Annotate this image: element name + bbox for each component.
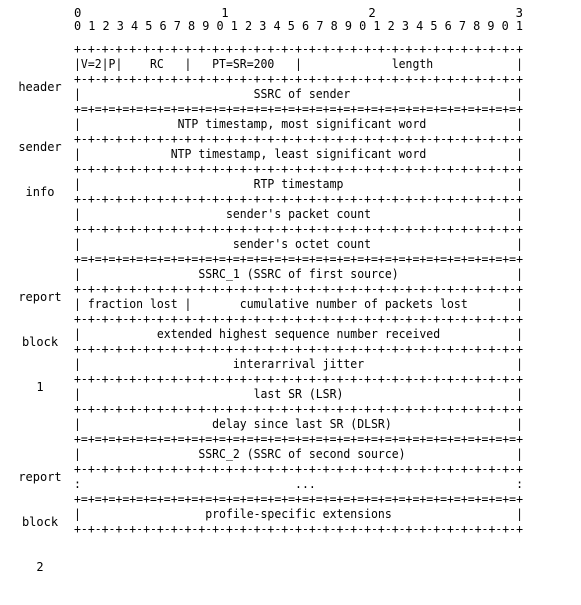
bit-ruler-tens: 0 1 2 3	[74, 6, 523, 20]
row-separator: +-+-+-+-+-+-+-+-+-+-+-+-+-+-+-+-+-+-+-+-+-+-+-+-+-+-+-+-+-+-+-+-+	[74, 372, 523, 386]
packet-field-row: | fraction lost | cumulative number of packets lost |	[74, 297, 523, 311]
row-separator: +-+-+-+-+-+-+-+-+-+-+-+-+-+-+-+-+-+-+-+-+-+-+-+-+-+-+-+-+-+-+-+-+	[74, 462, 523, 476]
packet-field-row: | RTP timestamp |	[74, 177, 523, 191]
bit-ruler-units: 0 1 2 3 4 5 6 7 8 9 0 1 2 3 4 5 6 7 8 9 0 1 2 3 4 5 6 7 8 9 0 1	[74, 19, 523, 33]
row-separator: +-+-+-+-+-+-+-+-+-+-+-+-+-+-+-+-+-+-+-+-+-+-+-+-+-+-+-+-+-+-+-+-+	[74, 162, 523, 176]
row-separator: +-+-+-+-+-+-+-+-+-+-+-+-+-+-+-+-+-+-+-+-+-+-+-+-+-+-+-+-+-+-+-+-+	[74, 342, 523, 356]
packet-field-row: | interarrival jitter |	[74, 357, 523, 371]
row-separator: +-+-+-+-+-+-+-+-+-+-+-+-+-+-+-+-+-+-+-+-+-+-+-+-+-+-+-+-+-+-+-+-+	[74, 522, 523, 536]
section-label-report-block-2	[0, 440, 80, 605]
row-separator: +=+=+=+=+=+=+=+=+=+=+=+=+=+=+=+=+=+=+=+=+=+=+=+=+=+=+=+=+=+=+=+=+	[74, 492, 523, 506]
row-separator: +=+=+=+=+=+=+=+=+=+=+=+=+=+=+=+=+=+=+=+=+=+=+=+=+=+=+=+=+=+=+=+=+	[74, 102, 523, 116]
row-separator: +=+=+=+=+=+=+=+=+=+=+=+=+=+=+=+=+=+=+=+=+=+=+=+=+=+=+=+=+=+=+=+=+	[74, 252, 523, 266]
row-separator: +-+-+-+-+-+-+-+-+-+-+-+-+-+-+-+-+-+-+-+-+-+-+-+-+-+-+-+-+-+-+-+-+	[74, 42, 523, 56]
row-separator: +-+-+-+-+-+-+-+-+-+-+-+-+-+-+-+-+-+-+-+-+-+-+-+-+-+-+-+-+-+-+-+-+	[74, 282, 523, 296]
packet-field-row: | sender's octet count |	[74, 237, 523, 251]
section-label-line: block	[21, 335, 59, 349]
packet-field-row: | NTP timestamp, least significant word |	[74, 147, 523, 161]
packet-field-row: | last SR (LSR) |	[74, 387, 523, 401]
section-label-line: info	[25, 185, 55, 199]
packet-field-row: |V=2|P| RC | PT=SR=200 | length |	[74, 57, 523, 71]
row-separator: +-+-+-+-+-+-+-+-+-+-+-+-+-+-+-+-+-+-+-+-+-+-+-+-+-+-+-+-+-+-+-+-+	[74, 72, 523, 86]
section-label-line: header	[18, 80, 62, 94]
section-label-report-block-1	[0, 260, 80, 425]
packet-field-row: | SSRC of sender |	[74, 87, 523, 101]
section-label-line: report	[18, 470, 62, 484]
packet-field-row: : ... :	[74, 477, 523, 491]
section-label-line: report	[18, 290, 62, 304]
row-separator: +-+-+-+-+-+-+-+-+-+-+-+-+-+-+-+-+-+-+-+-+-+-+-+-+-+-+-+-+-+-+-+-+	[74, 402, 523, 416]
row-separator: +=+=+=+=+=+=+=+=+=+=+=+=+=+=+=+=+=+=+=+=+=+=+=+=+=+=+=+=+=+=+=+=+	[74, 432, 523, 446]
section-label-line: sender	[18, 140, 62, 154]
row-separator: +-+-+-+-+-+-+-+-+-+-+-+-+-+-+-+-+-+-+-+-+-+-+-+-+-+-+-+-+-+-+-+-+	[74, 192, 523, 206]
packet-field-row: | delay since last SR (DLSR) |	[74, 417, 523, 431]
section-label-line: 1	[36, 380, 44, 394]
packet-field-row: | extended highest sequence number received |	[74, 327, 523, 341]
packet-field-row: | SSRC_1 (SSRC of first source) |	[74, 267, 523, 281]
packet-field-row: | sender's packet count |	[74, 207, 523, 221]
packet-field-row: | SSRC_2 (SSRC of second source) |	[74, 447, 523, 461]
section-label-line: block	[21, 515, 59, 529]
section-label-line: 2	[36, 560, 44, 574]
packet-field-row: | profile-specific extensions |	[74, 507, 523, 521]
row-separator: +-+-+-+-+-+-+-+-+-+-+-+-+-+-+-+-+-+-+-+-+-+-+-+-+-+-+-+-+-+-+-+-+	[74, 222, 523, 236]
row-separator: +-+-+-+-+-+-+-+-+-+-+-+-+-+-+-+-+-+-+-+-+-+-+-+-+-+-+-+-+-+-+-+-+	[74, 132, 523, 146]
packet-field-row: | NTP timestamp, most significant word |	[74, 117, 523, 131]
row-separator: +-+-+-+-+-+-+-+-+-+-+-+-+-+-+-+-+-+-+-+-+-+-+-+-+-+-+-+-+-+-+-+-+	[74, 312, 523, 326]
section-label-sender-info	[0, 110, 80, 230]
